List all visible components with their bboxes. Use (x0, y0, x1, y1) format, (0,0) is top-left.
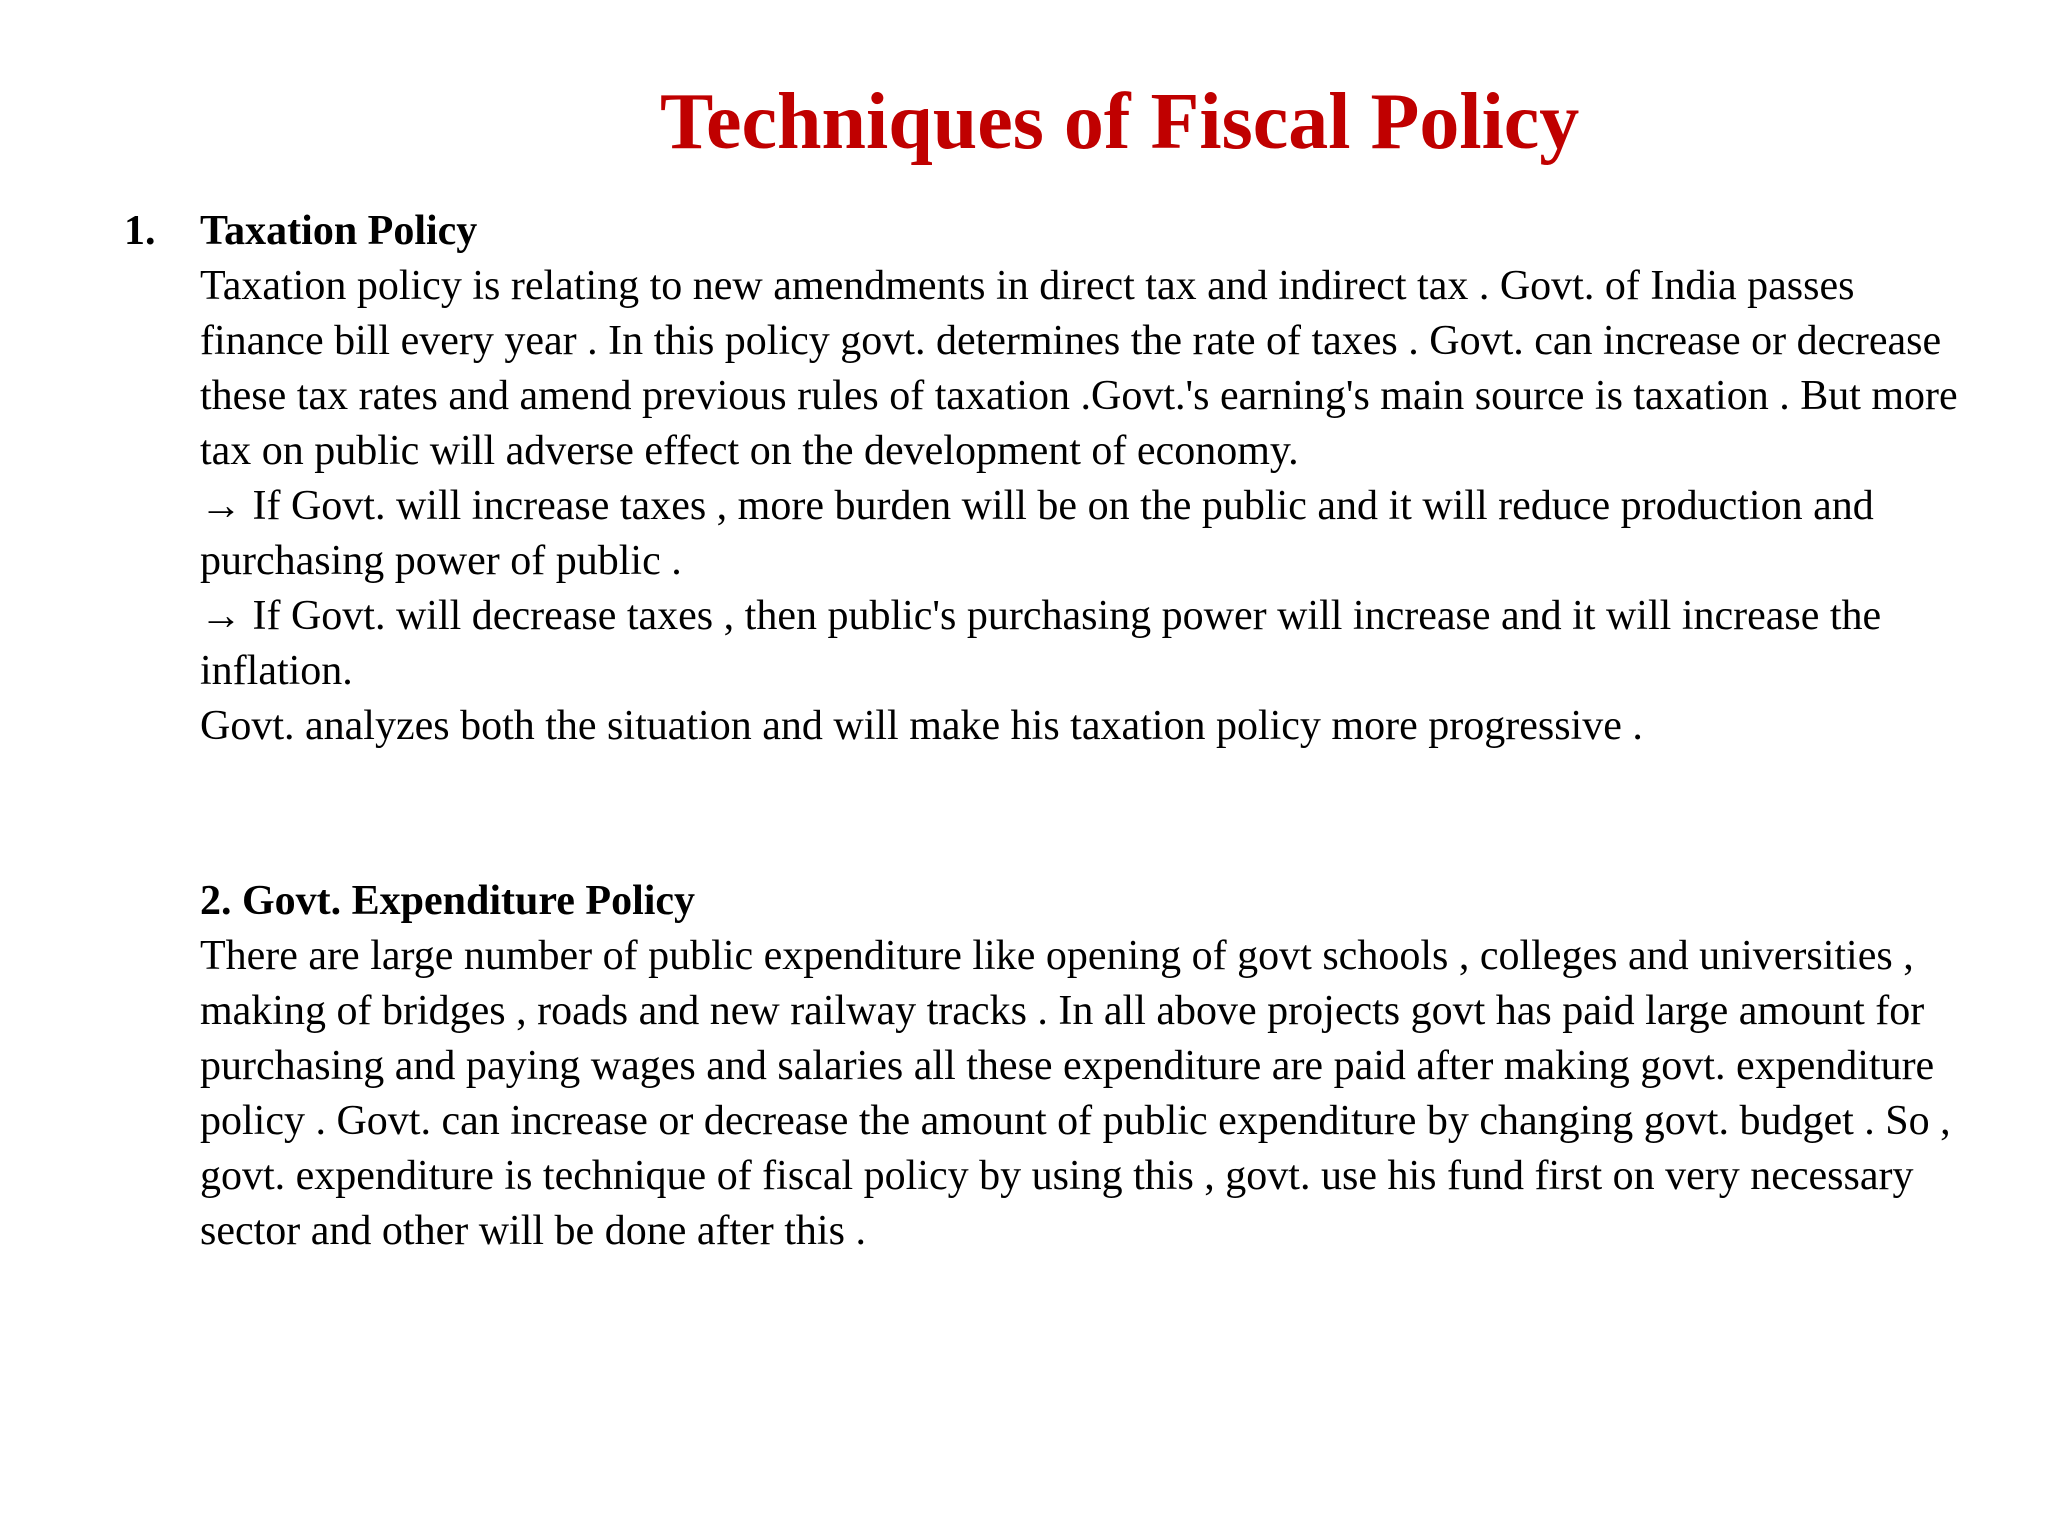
section-heading: 2. Govt. Expenditure Policy (200, 878, 696, 924)
section-number: 1. (124, 208, 156, 254)
section-taxation-policy (124, 204, 1984, 754)
section-heading: Taxation Policy (200, 208, 478, 254)
section-body (200, 259, 1984, 754)
page-title: Techniques of Fiscal Policy (660, 78, 1580, 166)
section-body (200, 929, 2000, 1259)
paragraph: Taxation policy is relating to new amendments in direct tax and indirect tax . Govt. of India passes finance bill every year . In this policy govt. determines the rate of taxes . Govt. can increase or decrease these tax rates and amend previous rules of taxation .Govt.'s earning's main source is taxation . But more tax on public will adverse effect on the development of economy. (200, 263, 1958, 474)
section-expenditure-policy (200, 874, 2000, 1259)
paragraph: → If Govt. will decrease taxes , then public's purchasing power will increase and it will increase the inflation. (200, 593, 1882, 694)
paragraph: Govt. analyzes both the situation and will make his taxation policy more progressive . (200, 703, 1643, 749)
paragraph: There are large number of public expenditure like opening of govt schools , colleges and universities , making of bridges , roads and new railway tracks . In all above projects govt has paid large amount for purchasing and paying wages and salaries all these expenditure are paid after making govt. expenditure policy . Govt. can increase or decrease the amount of public expenditure by changing govt. budget . So , govt. expenditure is technique of fiscal policy by using this , govt. use his fund first on very necessary sector and other will be done after this . (200, 933, 1951, 1254)
section-heading-row (124, 204, 1984, 259)
paragraph: → If Govt. will increase taxes , more burden will be on the public and it will reduce production and purchasing power of public . (200, 483, 1874, 584)
